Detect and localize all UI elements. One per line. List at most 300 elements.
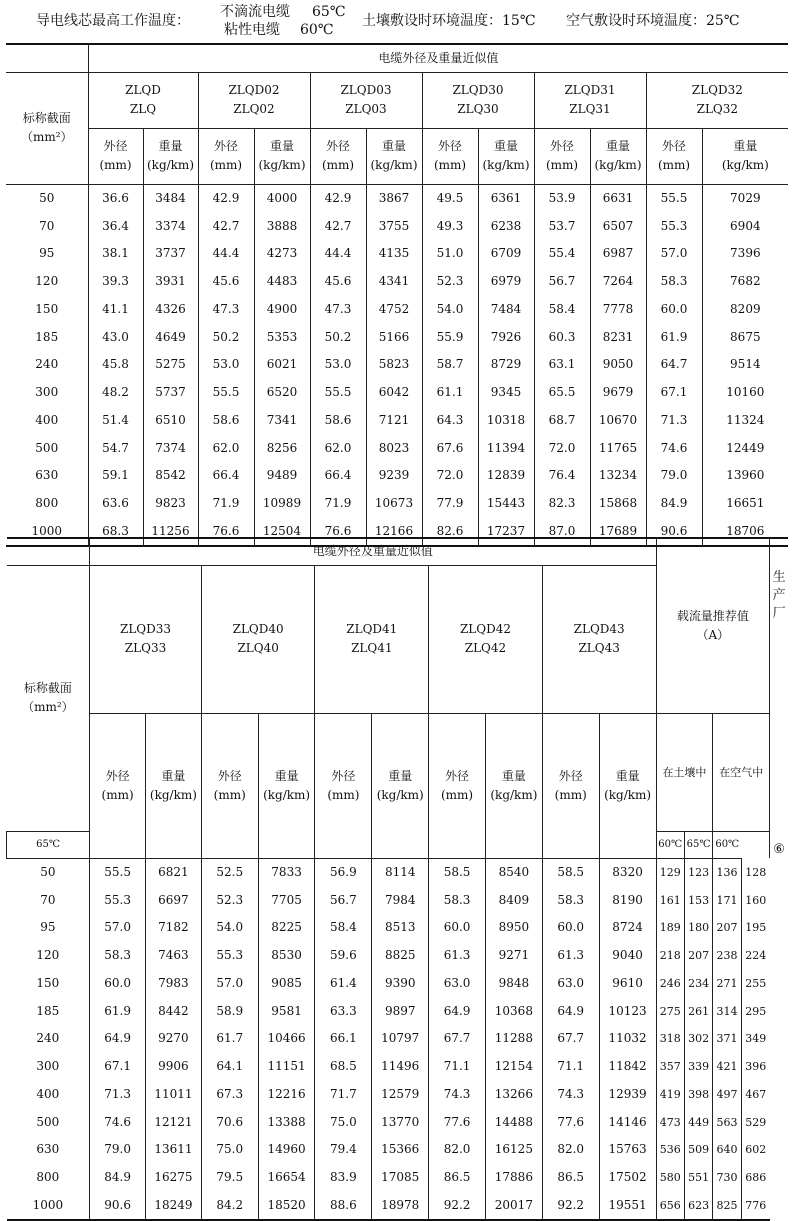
table-cell: 71.3 <box>646 407 702 435</box>
table-cell: 66.4 <box>198 462 254 490</box>
od-header: 外径 (mm) <box>90 714 146 859</box>
table-cell: 6979 <box>478 268 534 296</box>
table-cell: 74.3 <box>542 1081 599 1109</box>
table-cell: 71.9 <box>198 490 254 518</box>
table-cell: 602 <box>741 1136 769 1164</box>
cross-section-cell: 50 <box>40 864 56 879</box>
table-cell: 79.5 <box>201 1164 258 1192</box>
od-header: 外径 (mm) <box>646 128 702 184</box>
table-cell: 275 <box>656 997 684 1025</box>
table-cell: 55.3 <box>90 886 146 914</box>
od-header: 外径 (mm) <box>198 128 254 184</box>
table-cell: 72.0 <box>534 434 590 462</box>
table-cell: 15443 <box>478 490 534 518</box>
table-cell: 77.9 <box>422 490 478 518</box>
table-cell: 47.3 <box>310 296 366 324</box>
table-cell: 68.5 <box>315 1053 372 1081</box>
table-cell: 3484 <box>143 184 198 212</box>
table-cell: 271 <box>713 970 741 998</box>
table-cell: 246 <box>656 970 684 998</box>
table-cell: 10160 <box>702 379 788 407</box>
table-cell: 12579 <box>372 1081 429 1109</box>
model-header: ZLQD42 ZLQ42 <box>429 565 543 714</box>
table-cell: 8530 <box>258 942 315 970</box>
table-row <box>7 1081 789 1109</box>
cross-section-cell: 800 <box>36 1170 60 1185</box>
table-cell: 12449 <box>702 434 788 462</box>
table-cell: 12939 <box>599 1081 656 1109</box>
table-cell: 656 <box>656 1192 684 1221</box>
weight-header: 重量 (kg/km) <box>485 714 542 859</box>
table-cell: 74.6 <box>90 1108 146 1136</box>
table-cell: 17886 <box>485 1164 542 1192</box>
cross-section-cell: 300 <box>36 1059 60 1074</box>
table-cell: 41.1 <box>88 296 143 324</box>
table-cell: 5275 <box>143 351 198 379</box>
table-cell: 9514 <box>702 351 788 379</box>
table-cell: 67.6 <box>422 434 478 462</box>
model-header: ZLQD02 ZLQ02 <box>198 72 310 128</box>
table-cell: 55.5 <box>646 184 702 212</box>
table-cell: 57.0 <box>201 970 258 998</box>
table-row <box>6 240 788 268</box>
table-cell: 6042 <box>366 379 422 407</box>
non-drip-temp: 65℃ <box>312 4 346 20</box>
table-cell: 5737 <box>143 379 198 407</box>
model-header: ZLQD41 ZLQ41 <box>315 565 429 714</box>
table-cell: 129 <box>656 858 684 886</box>
cross-section-cell: 400 <box>36 1086 60 1101</box>
table-cell: 357 <box>656 1053 684 1081</box>
table-cell: 7463 <box>146 942 202 970</box>
table-cell: 640 <box>713 1136 741 1164</box>
table-cell: 76.4 <box>534 462 590 490</box>
table-cell: 4341 <box>366 268 422 296</box>
table-cell: 82.3 <box>534 490 590 518</box>
table-cell: 53.0 <box>198 351 254 379</box>
table-cell: 497 <box>713 1081 741 1109</box>
table-cell: 64.7 <box>646 351 702 379</box>
corner-cell <box>7 538 90 565</box>
table-cell: 72.0 <box>422 462 478 490</box>
table-cell: 58.5 <box>542 858 599 886</box>
cross-section-cell: 120 <box>35 274 59 289</box>
weight-header: 重量 (kg/km) <box>590 128 646 184</box>
table-cell: 42.9 <box>310 184 366 212</box>
table-cell: 261 <box>684 997 712 1025</box>
conductor-temp-label: 导电线芯最高工作温度： <box>36 13 190 29</box>
od-header: 外径 (mm) <box>542 714 599 859</box>
cross-section-cell: 95 <box>39 246 55 261</box>
table-cell: 6697 <box>146 886 202 914</box>
table-cell: 63.3 <box>315 997 372 1025</box>
table-row <box>7 858 789 886</box>
side-mark: ⑥ <box>773 842 785 857</box>
table-cell: 49.5 <box>422 184 478 212</box>
table-cell: 67.1 <box>90 1053 146 1081</box>
table-cell: 8513 <box>372 914 429 942</box>
table-cell: 48.2 <box>88 379 143 407</box>
table-cell: 563 <box>713 1108 741 1136</box>
cross-section-cell: 185 <box>36 1003 60 1018</box>
table-cell: 43.0 <box>88 323 143 351</box>
cross-section-cell: 50 <box>39 190 55 205</box>
table-cell: 5353 <box>254 323 310 351</box>
table-cell: 45.6 <box>310 268 366 296</box>
table-cell: 9270 <box>146 1025 202 1053</box>
table-cell: 8729 <box>478 351 534 379</box>
ampacity-air-header: 在空气中 <box>713 714 770 832</box>
ampacity-soil-header: 在土壤中 <box>656 714 713 832</box>
table-cell: 8023 <box>366 434 422 462</box>
table-cell: 90.6 <box>90 1192 146 1221</box>
table-cell: 71.9 <box>310 490 366 518</box>
table-cell: 18249 <box>146 1192 202 1221</box>
cross-section-cell: 500 <box>36 1114 60 1129</box>
cross-section-cell: 1000 <box>7 1192 90 1221</box>
cross-section-header: 标称截面 （mm²） <box>6 72 88 184</box>
table-row <box>7 1136 789 1164</box>
table-cell: 11256 <box>143 518 198 547</box>
table-cell: 67.1 <box>646 379 702 407</box>
table-cell: 8825 <box>372 942 429 970</box>
table-cell: 66.1 <box>315 1025 372 1053</box>
cross-section-cell: 630 <box>35 468 59 483</box>
table-cell: 15763 <box>599 1136 656 1164</box>
table-cell: 9085 <box>258 970 315 998</box>
table-cell: 4649 <box>143 323 198 351</box>
table-row <box>7 1025 789 1053</box>
table-cell: 74.6 <box>646 434 702 462</box>
table-cell: 8114 <box>372 858 429 886</box>
temp-header: 65℃ <box>684 831 712 858</box>
table-cell: 18706 <box>702 518 788 547</box>
table-row <box>7 1108 789 1136</box>
weight-header: 重量 (kg/km) <box>258 714 315 859</box>
table-cell: 6520 <box>254 379 310 407</box>
table-row <box>6 379 788 407</box>
table-cell: 54.7 <box>88 434 143 462</box>
table-cell: 12504 <box>254 518 310 547</box>
table-cell: 123 <box>684 858 712 886</box>
table-cell: 57.0 <box>646 240 702 268</box>
cross-section-cell: 70 <box>39 218 55 233</box>
table-cell: 9679 <box>590 379 646 407</box>
table-cell: 45.6 <box>198 268 254 296</box>
table-cell: 11011 <box>146 1081 202 1109</box>
table-cell: 17237 <box>478 518 534 547</box>
table-cell: 730 <box>713 1164 741 1192</box>
table-cell: 79.0 <box>646 462 702 490</box>
table-cell: 7182 <box>146 914 202 942</box>
table-cell: 71.1 <box>542 1053 599 1081</box>
table-cell: 66.4 <box>310 462 366 490</box>
table-cell: 18978 <box>372 1192 429 1221</box>
table-cell: 60.0 <box>90 970 146 998</box>
table-cell: 12216 <box>258 1081 315 1109</box>
table-cell: 61.9 <box>646 323 702 351</box>
table-cell: 77.6 <box>429 1108 486 1136</box>
table-cell: 195 <box>741 914 769 942</box>
table-cell: 50.2 <box>198 323 254 351</box>
table-cell: 7029 <box>702 184 788 212</box>
table-cell: 64.3 <box>422 407 478 435</box>
table-cell: 189 <box>656 914 684 942</box>
table-cell: 3374 <box>143 212 198 240</box>
weight-header: 重量 (kg/km) <box>478 128 534 184</box>
table-cell: 58.3 <box>646 268 702 296</box>
table-cell: 11151 <box>258 1053 315 1081</box>
table-cell: 55.5 <box>198 379 254 407</box>
cross-section-cell: 240 <box>35 357 59 372</box>
table-cell: 63.0 <box>542 970 599 998</box>
table-row <box>7 914 789 942</box>
cross-section-cell: 800 <box>35 496 59 511</box>
table-cell: 53.7 <box>534 212 590 240</box>
od-header: 外径 (mm) <box>88 128 143 184</box>
table-cell: 224 <box>741 942 769 970</box>
table-cell: 295 <box>741 997 769 1025</box>
table-cell: 3867 <box>366 184 422 212</box>
weight-header: 重量 (kg/km) <box>366 128 422 184</box>
table-cell: 55.5 <box>310 379 366 407</box>
table-cell: 82.0 <box>429 1136 486 1164</box>
table-row <box>7 886 789 914</box>
cross-section-cell: 500 <box>35 440 59 455</box>
table-cell: 58.9 <box>201 997 258 1025</box>
table-cell: 9610 <box>599 970 656 998</box>
table-cell: 77.6 <box>542 1108 599 1136</box>
table-cell: 180 <box>684 914 712 942</box>
table-cell: 36.6 <box>88 184 143 212</box>
table-cell: 16275 <box>146 1164 202 1192</box>
viscous-label: 粘性电缆 <box>224 22 280 38</box>
od-header: 外径 (mm) <box>429 714 486 859</box>
table-cell: 13388 <box>258 1108 315 1136</box>
table-cell: 12166 <box>366 518 422 547</box>
table-cell: 44.4 <box>198 240 254 268</box>
table-cell: 60.3 <box>534 323 590 351</box>
cross-section-cell: 240 <box>36 1031 60 1046</box>
table-cell: 7396 <box>702 240 788 268</box>
table-cell: 4135 <box>366 240 422 268</box>
table-cell: 9239 <box>366 462 422 490</box>
cross-section-cell: 150 <box>36 975 60 990</box>
table-cell: 7778 <box>590 296 646 324</box>
table-cell: 161 <box>656 886 684 914</box>
table-cell: 56.7 <box>534 268 590 296</box>
table-cell: 207 <box>713 914 741 942</box>
table-cell: 7374 <box>143 434 198 462</box>
table-cell: 825 <box>713 1192 741 1221</box>
table-row <box>7 1164 789 1192</box>
table-cell: 10466 <box>258 1025 315 1053</box>
table-cell: 61.3 <box>542 942 599 970</box>
table-cell: 8231 <box>590 323 646 351</box>
table-cell: 55.9 <box>422 323 478 351</box>
table-cell: 6507 <box>590 212 646 240</box>
table-cell: 7983 <box>146 970 202 998</box>
table-cell: 60.0 <box>429 914 486 942</box>
table-cell: 36.4 <box>88 212 143 240</box>
table-cell: 13770 <box>372 1108 429 1136</box>
table-cell: 68.3 <box>88 518 143 547</box>
od-header: 外径 (mm) <box>310 128 366 184</box>
table-cell: 52.3 <box>422 268 478 296</box>
table-cell: 71.3 <box>90 1081 146 1109</box>
corner-cell <box>6 44 88 72</box>
table-row <box>6 323 788 351</box>
table-cell: 9489 <box>254 462 310 490</box>
cross-section-cell: 185 <box>35 329 59 344</box>
table-cell: 53.0 <box>310 351 366 379</box>
ampacity-title: 载流量推荐值 （A） <box>656 538 770 714</box>
table-cell: 62.0 <box>198 434 254 462</box>
table-cell: 13960 <box>702 462 788 490</box>
table-cell: 8225 <box>258 914 315 942</box>
table-cell: 51.0 <box>422 240 478 268</box>
table-cell: 50.2 <box>310 323 366 351</box>
table-row <box>6 462 788 490</box>
table-cell: 10368 <box>485 997 542 1025</box>
table-cell: 623 <box>684 1192 712 1221</box>
table-cell: 7984 <box>372 886 429 914</box>
table-cell: 7926 <box>478 323 534 351</box>
table-cell: 13611 <box>146 1136 202 1164</box>
table-cell: 18520 <box>258 1192 315 1221</box>
table-cell: 7682 <box>702 268 788 296</box>
table-cell: 529 <box>741 1108 769 1136</box>
table-cell: 9906 <box>146 1053 202 1081</box>
table-cell: 16654 <box>258 1164 315 1192</box>
table-cell: 63.0 <box>429 970 486 998</box>
side-label-1: 生 <box>772 570 786 585</box>
table-cell: 47.3 <box>198 296 254 324</box>
table-cell: 136 <box>713 858 741 886</box>
table-cell: 17689 <box>590 518 646 547</box>
table-cell: 76.6 <box>198 518 254 547</box>
table-cell: 8256 <box>254 434 310 462</box>
od-header: 外径 (mm) <box>534 128 590 184</box>
table-cell: 88.6 <box>315 1192 372 1221</box>
table-cell: 8675 <box>702 323 788 351</box>
table-cell: 314 <box>713 997 741 1025</box>
table-cell: 65.5 <box>534 379 590 407</box>
table-cell: 9271 <box>485 942 542 970</box>
cable-table-1 <box>6 43 788 547</box>
table-cell: 4752 <box>366 296 422 324</box>
table-cell: 56.7 <box>315 886 372 914</box>
table-cell: 74.3 <box>429 1081 486 1109</box>
cross-section-cell: 630 <box>36 1142 60 1157</box>
table-cell: 580 <box>656 1164 684 1192</box>
table-cell: 398 <box>684 1081 712 1109</box>
air-temp-label: 空气敷设时环境温度：25℃ <box>566 13 740 29</box>
model-header: ZLQD32 ZLQ32 <box>646 72 788 128</box>
table-cell: 56.9 <box>315 858 372 886</box>
table-cell: 6904 <box>702 212 788 240</box>
table-cell: 54.0 <box>422 296 478 324</box>
table-cell: 45.8 <box>88 351 143 379</box>
table-cell: 12121 <box>146 1108 202 1136</box>
table-cell: 71.1 <box>429 1053 486 1081</box>
table-cell: 58.3 <box>429 886 486 914</box>
table-cell: 64.9 <box>542 997 599 1025</box>
table-cell: 8442 <box>146 997 202 1025</box>
table-cell: 61.9 <box>90 997 146 1025</box>
table-cell: 52.5 <box>201 858 258 886</box>
table-cell: 11324 <box>702 407 788 435</box>
table-row <box>6 296 788 324</box>
side-label-2: 产 <box>772 588 786 603</box>
table-cell: 58.6 <box>198 407 254 435</box>
od-header: 外径 (mm) <box>315 714 372 859</box>
table-cell: 67.7 <box>542 1025 599 1053</box>
table-cell: 9040 <box>599 942 656 970</box>
table-cell: 42.7 <box>310 212 366 240</box>
table-cell: 4273 <box>254 240 310 268</box>
table-cell: 3755 <box>366 212 422 240</box>
table-cell: 10670 <box>590 407 646 435</box>
table-row <box>6 490 788 518</box>
table-cell: 17502 <box>599 1164 656 1192</box>
table-cell: 473 <box>656 1108 684 1136</box>
table-cell: 11496 <box>372 1053 429 1081</box>
section-title: 电缆外径及重量近似值 <box>90 538 656 565</box>
table-cell: 90.6 <box>646 518 702 547</box>
table-cell: 10673 <box>366 490 422 518</box>
table-cell: 75.0 <box>315 1108 372 1136</box>
model-header: ZLQD03 ZLQ03 <box>310 72 422 128</box>
table-cell: 60.0 <box>542 914 599 942</box>
table-cell: 52.3 <box>201 886 258 914</box>
temp-header: 60℃ <box>713 831 741 858</box>
weight-header: 重量 (kg/km) <box>372 714 429 859</box>
table-cell: 58.7 <box>422 351 478 379</box>
od-header: 外径 (mm) <box>422 128 478 184</box>
cross-section-cell: 70 <box>40 892 56 907</box>
cross-section-cell: 95 <box>40 920 56 935</box>
table-cell: 57.0 <box>90 914 146 942</box>
table-cell: 8320 <box>599 858 656 886</box>
table-cell: 7341 <box>254 407 310 435</box>
page-header <box>0 0 793 44</box>
table-row <box>7 1053 789 1081</box>
table-cell: 14488 <box>485 1108 542 1136</box>
table-cell: 67.3 <box>201 1081 258 1109</box>
weight-header: 重量 (kg/km) <box>599 714 656 859</box>
table-cell: 776 <box>741 1192 769 1221</box>
table-cell: 6987 <box>590 240 646 268</box>
table-cell: 339 <box>684 1053 712 1081</box>
table-cell: 76.6 <box>310 518 366 547</box>
table-cell: 58.6 <box>310 407 366 435</box>
table-cell: 7484 <box>478 296 534 324</box>
table-cell: 49.3 <box>422 212 478 240</box>
table-cell: 39.3 <box>88 268 143 296</box>
table-cell: 61.3 <box>429 942 486 970</box>
table-cell: 6238 <box>478 212 534 240</box>
table-cell: 42.9 <box>198 184 254 212</box>
table-cell: 7705 <box>258 886 315 914</box>
table-cell: 59.1 <box>88 462 143 490</box>
table-cell: 7264 <box>590 268 646 296</box>
weight-header: 重量 (kg/km) <box>143 128 198 184</box>
table-cell: 11765 <box>590 434 646 462</box>
table-cell: 10123 <box>599 997 656 1025</box>
table-cell: 128 <box>741 858 769 886</box>
table-cell: 6510 <box>143 407 198 435</box>
